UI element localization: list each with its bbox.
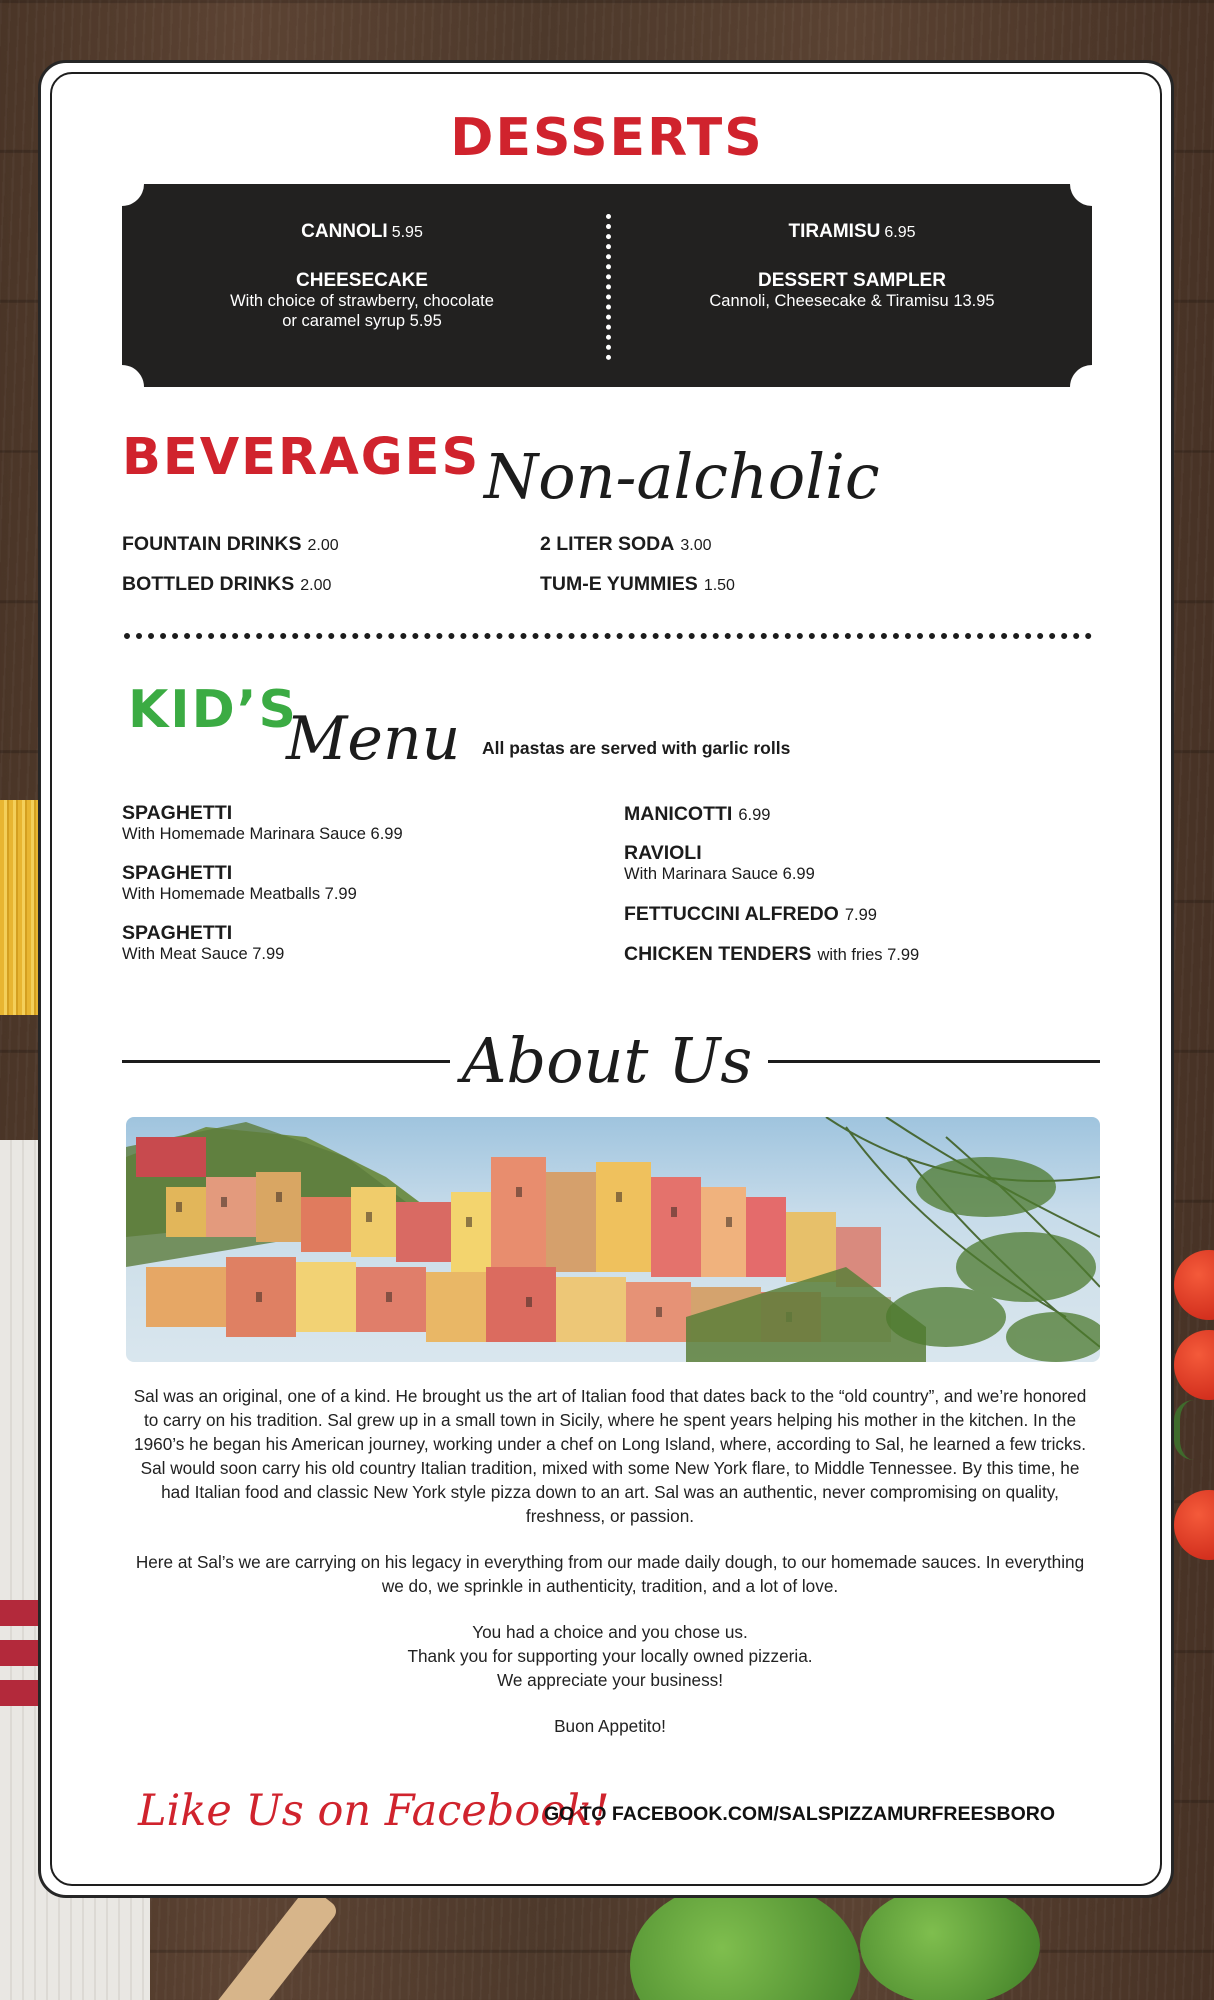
- about-paragraph: Sal was an original, one of a kind. He brought us the art of Italian food that dates back to the “old country”, and we’re honored to carry on his tradition. Sal grew up in a small town in Sicily, where he spent years helping his mother in the kitchen. In the 1960’s he began his American journey, working under a chef on Long Island, where, according to Sal, he learned a few tricks. Sal would soon carry his old country Italian tradition, mixed with some New York flare, to Middle Tennessee. By this time, he had Italian food and classic New York style pizza down to an art. Sal was an authentic, never compromising on quality, freshness, or passion.: [133, 1386, 1087, 1526]
- dessert-description: Cannoli, Cheesecake & Tiramisu 13.95: [709, 292, 995, 310]
- about-body: [130, 1384, 1090, 1760]
- kids-item-price: 6.99: [738, 806, 771, 824]
- kids-item-name: SPAGHETTI: [122, 922, 233, 944]
- desserts-right-column: [632, 222, 1072, 331]
- kids-item: [122, 923, 284, 965]
- about-paragraph: Here at Sal’s we are carrying on his legacy in everything from our made daily dough, to our homemade sauces. In everything we do, we sprinkle in authenticity, tradition, and a lot of love.: [135, 1552, 1085, 1596]
- kids-item-description: With Meat Sauce 7.99: [122, 945, 285, 963]
- about-closing-line: We appreciate your business!: [496, 1670, 724, 1690]
- dessert-item-tiramisu: [632, 222, 1072, 243]
- basil-leaf-decoration: [860, 1885, 1040, 2000]
- beverage-name: FOUNTAIN DRINKS: [122, 533, 302, 555]
- panel-notch: [100, 365, 144, 409]
- dotted-divider: [606, 214, 611, 360]
- kids-item-description: With Homemade Meatballs 7.99: [122, 885, 357, 903]
- kids-item-name: MANICOTTI: [624, 803, 733, 825]
- beverage-price: 1.50: [703, 577, 735, 594]
- beverage-name: BOTTLED DRINKS: [122, 573, 295, 595]
- dessert-name: CANNOLI: [301, 221, 388, 242]
- beverage-item: [540, 533, 712, 556]
- desserts-panel: [122, 184, 1092, 387]
- kids-item-name: FETTUCCINI ALFREDO: [624, 903, 839, 925]
- kids-item-price: with fries 7.99: [817, 946, 920, 964]
- panel-notch: [100, 162, 144, 206]
- kids-item-name: RAVIOLI: [624, 842, 702, 864]
- dotted-separator: [124, 633, 1092, 639]
- beverage-item: [540, 573, 735, 596]
- tomato-decoration: [1174, 1330, 1214, 1400]
- kids-item-name: CHICKEN TENDERS: [624, 943, 812, 965]
- kids-note: All pastas are served with garlic rolls: [482, 738, 791, 758]
- kids-item-name: SPAGHETTI: [122, 862, 233, 884]
- about-closing: [130, 1620, 1090, 1692]
- dessert-item-sampler: [632, 271, 1072, 311]
- kids-item: [624, 944, 919, 966]
- kids-item-price: 7.99: [844, 906, 877, 924]
- dessert-item-cannoli: [142, 222, 582, 243]
- kids-item-description: With Marinara Sauce 6.99: [624, 865, 815, 883]
- kids-item: [122, 803, 403, 845]
- panel-notch: [1070, 162, 1114, 206]
- beverage-item: [122, 533, 339, 556]
- about-closing-line: Thank you for supporting your locally owned pizzeria.: [407, 1646, 813, 1666]
- kids-item: [624, 804, 770, 826]
- desserts-heading: DESSERTS: [450, 108, 764, 168]
- about-signoff: Buon Appetito!: [554, 1716, 666, 1736]
- basil-leaf-decoration: [630, 1880, 860, 2000]
- beverage-price: 2.00: [307, 537, 339, 554]
- panel-notch: [1070, 365, 1114, 409]
- about-heading: About Us: [461, 1024, 753, 1097]
- dessert-name: CHEESECAKE: [296, 270, 428, 291]
- vine-decoration: [1174, 1400, 1214, 1460]
- beverage-item: [122, 573, 331, 596]
- kids-item: [624, 904, 877, 926]
- dessert-price: 5.95: [391, 224, 423, 241]
- about-closing-line: You had a choice and you chose us.: [472, 1622, 748, 1642]
- village-photo: [126, 1117, 1100, 1362]
- beverages-heading: BEVERAGES: [122, 428, 481, 487]
- dessert-item-cheesecake: [142, 271, 582, 331]
- dessert-name: DESSERT SAMPLER: [758, 270, 946, 291]
- beverage-price: 2.00: [300, 577, 332, 594]
- facebook-link[interactable]: GO TO FACEBOOK.COM/SALSPIZZAMURFREESBORO: [544, 1803, 1055, 1825]
- beverage-name: 2 LITER SODA: [540, 533, 675, 555]
- dessert-description: With choice of strawberry, chocolate: [230, 292, 494, 310]
- tomato-decoration: [1174, 1250, 1214, 1320]
- beverage-price: 3.00: [680, 537, 712, 554]
- kids-item-name: SPAGHETTI: [122, 802, 233, 824]
- beverage-name: TUM-E YUMMIES: [540, 573, 698, 595]
- kids-subheading: Menu: [286, 704, 461, 774]
- wooden-spoon-decoration: [210, 1885, 340, 2000]
- kids-item-description: With Homemade Marinara Sauce 6.99: [122, 825, 403, 843]
- kids-item: [122, 863, 357, 905]
- desserts-left-column: [142, 222, 582, 351]
- kids-item: [624, 843, 815, 885]
- tomato-decoration: [1174, 1490, 1214, 1560]
- beverages-subheading: Non-alcholic: [484, 440, 880, 513]
- dessert-name: TIRAMISU: [788, 221, 881, 242]
- dessert-description: or caramel syrup 5.95: [282, 312, 442, 330]
- facebook-callout: Like Us on Facebook!: [138, 1786, 610, 1836]
- dessert-price: 6.95: [884, 224, 916, 241]
- cinque-terre-illustration: [126, 1117, 1100, 1362]
- kids-heading: KID’S: [128, 680, 299, 740]
